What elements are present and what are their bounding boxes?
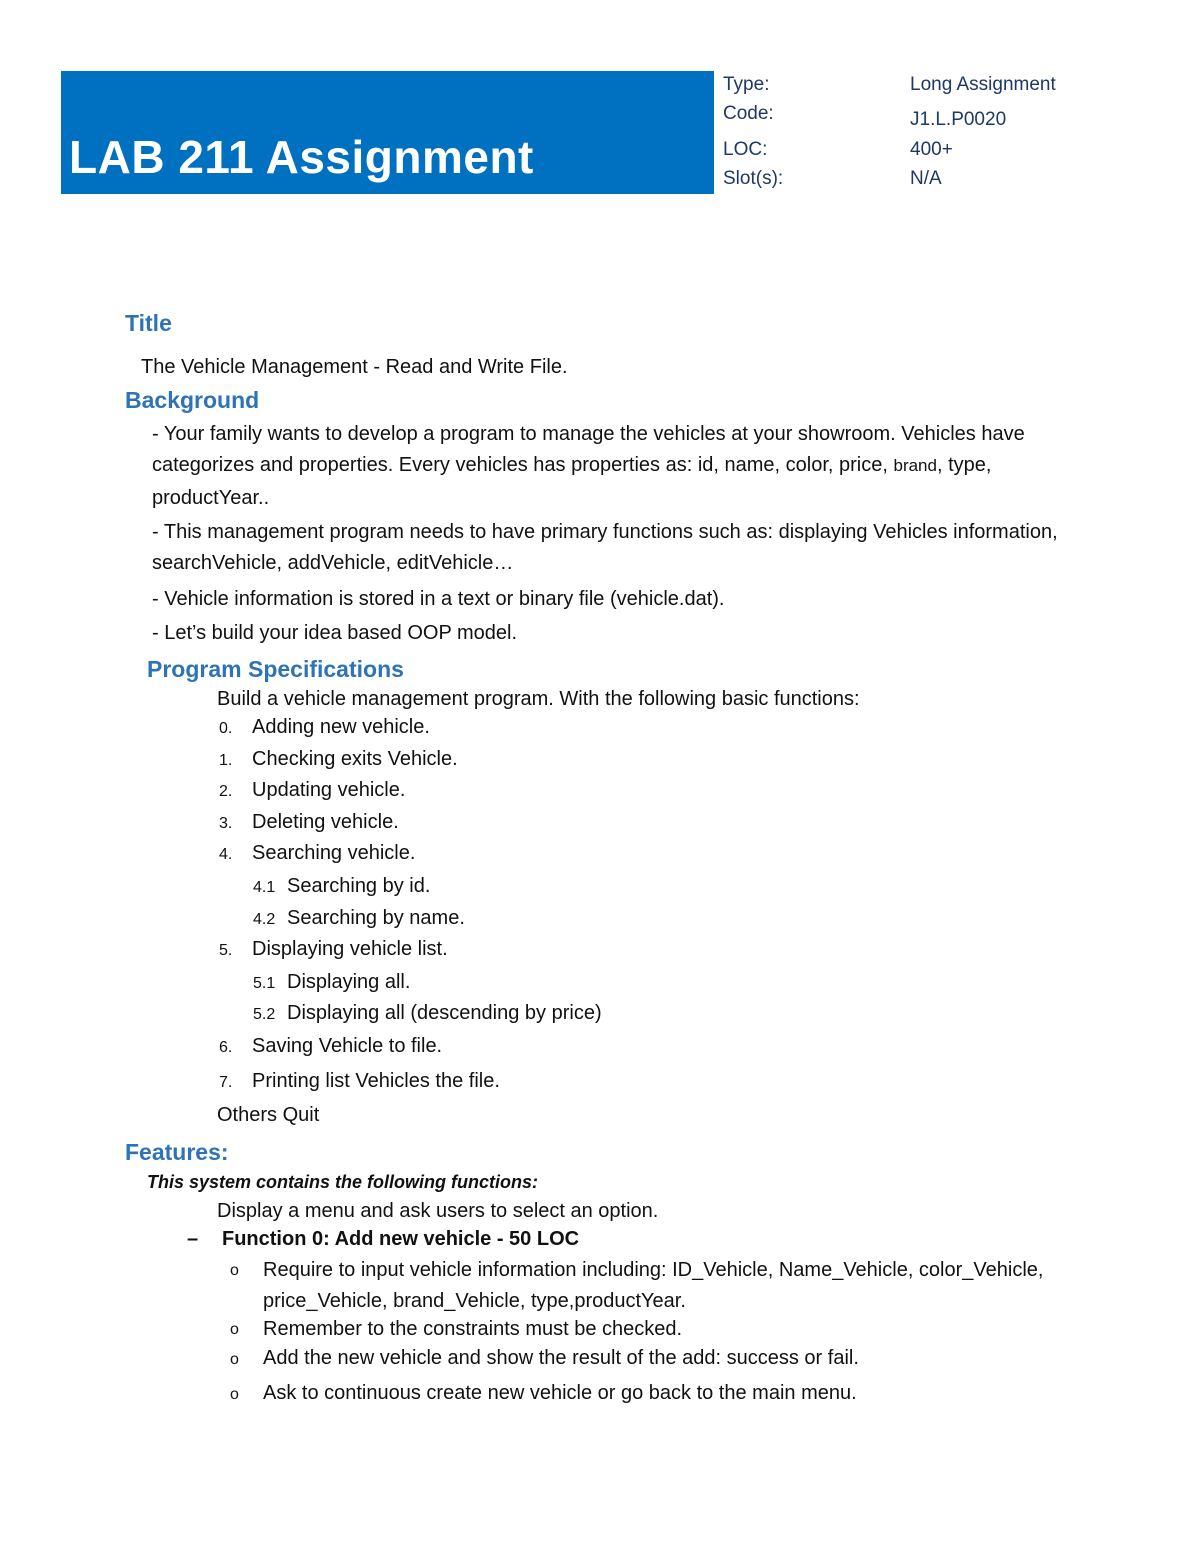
background-paragraph-line: - Let’s build your idea based OOP model. (152, 622, 518, 644)
meta-value: 400+ (910, 139, 953, 160)
bullet-icon: o (230, 1351, 239, 1368)
background-paragraph-line: productYear.. (152, 487, 270, 509)
meta-code (723, 103, 1143, 129)
meta-label: Type: (723, 74, 770, 95)
list-item: Deleting vehicle. (252, 811, 399, 833)
features-heading: Features: (125, 1139, 229, 1165)
list-item-number: 1. (219, 752, 233, 769)
list-item: Saving Vehicle to file. (252, 1035, 443, 1057)
list-item-number: 7. (219, 1074, 233, 1091)
features-intro: Display a menu and ask users to select an option. (217, 1200, 659, 1222)
background-text: categorizes and properties. Every vehicles has properties as: id, name, color, price, (152, 454, 894, 476)
bullet-text: price_Vehicle, brand_Vehicle, type,productYear. (263, 1290, 686, 1312)
function-0-title: Function 0: Add new vehicle - 50 LOC (222, 1228, 580, 1250)
list-item: Adding new vehicle. (252, 716, 430, 738)
list-item-number: 0. (219, 720, 233, 737)
bullet-text: Remember to the constraints must be checked. (263, 1318, 683, 1340)
background-paragraph-line: - Vehicle information is stored in a text or binary file (vehicle.dat). (152, 588, 725, 610)
features-subheading: This system contains the following functions: (147, 1172, 539, 1192)
bullet-icon: o (230, 1386, 239, 1403)
others-quit: Others Quit (217, 1104, 320, 1126)
bullet-text: Ask to continuous create new vehicle or go back to the main menu. (263, 1382, 857, 1404)
list-item-number: 3. (219, 815, 233, 832)
list-item: Displaying vehicle list. (252, 938, 448, 960)
meta-label: Code: (723, 103, 774, 124)
bullet-icon: o (230, 1262, 239, 1279)
background-text: , type, (936, 454, 992, 476)
bullet-text: Require to input vehicle information including: ID_Vehicle, Name_Vehicle, color_Vehicle, (263, 1259, 1044, 1281)
background-heading: Background (125, 387, 260, 413)
meta-label: LOC: (723, 139, 768, 160)
list-item-number: 2. (219, 783, 233, 800)
list-item-number: 4.1 (253, 879, 276, 896)
list-item-number: 4.2 (253, 911, 276, 928)
program-spec-heading: Program Specifications (147, 656, 404, 682)
list-item: Displaying all (descending by price) (287, 1002, 602, 1024)
bullet-text: Add the new vehicle and show the result of the add: success or fail. (263, 1347, 859, 1369)
meta-type (723, 74, 1143, 100)
list-item-number: 6. (219, 1039, 233, 1056)
list-item: Displaying all. (287, 971, 411, 993)
title-text: The Vehicle Management - Read and Write File. (141, 356, 568, 378)
list-item: Printing list Vehicles the file. (252, 1070, 500, 1092)
background-paragraph-line (152, 454, 991, 477)
meta-loc (723, 139, 1143, 165)
document-title: LAB 211 Assignment (69, 131, 534, 183)
list-item: Searching vehicle. (252, 842, 416, 864)
title-heading: Title (125, 310, 172, 336)
meta-label: Slot(s): (723, 168, 784, 189)
list-item: Checking exits Vehicle. (252, 748, 458, 770)
list-item-number: 5.1 (253, 975, 276, 992)
list-item-number: 4. (219, 846, 233, 863)
program-spec-intro: Build a vehicle management program. With the following basic functions: (217, 688, 860, 710)
bullet-icon: o (230, 1321, 239, 1338)
list-item-number: 5. (219, 942, 233, 959)
background-paragraph-line: searchVehicle, addVehicle, editVehicle… (152, 552, 514, 574)
list-item: Searching by id. (287, 875, 431, 897)
list-item: Searching by name. (287, 907, 465, 929)
list-item: Updating vehicle. (252, 779, 406, 801)
background-paragraph-line: - This management program needs to have primary functions such as: displaying Vehicles information, (152, 521, 1058, 543)
meta-value: N/A (910, 168, 942, 189)
meta-value: J1.L.P0020 (910, 109, 1007, 130)
meta-value: Long Assignment (910, 74, 1056, 95)
function-dash: – (187, 1228, 199, 1250)
list-item-number: 5.2 (253, 1006, 276, 1023)
brand-term: brand (893, 456, 937, 475)
background-paragraph-line: - Your family wants to develop a program to manage the vehicles at your showroom. Vehicles have (152, 423, 1025, 445)
meta-slots (723, 168, 1143, 194)
